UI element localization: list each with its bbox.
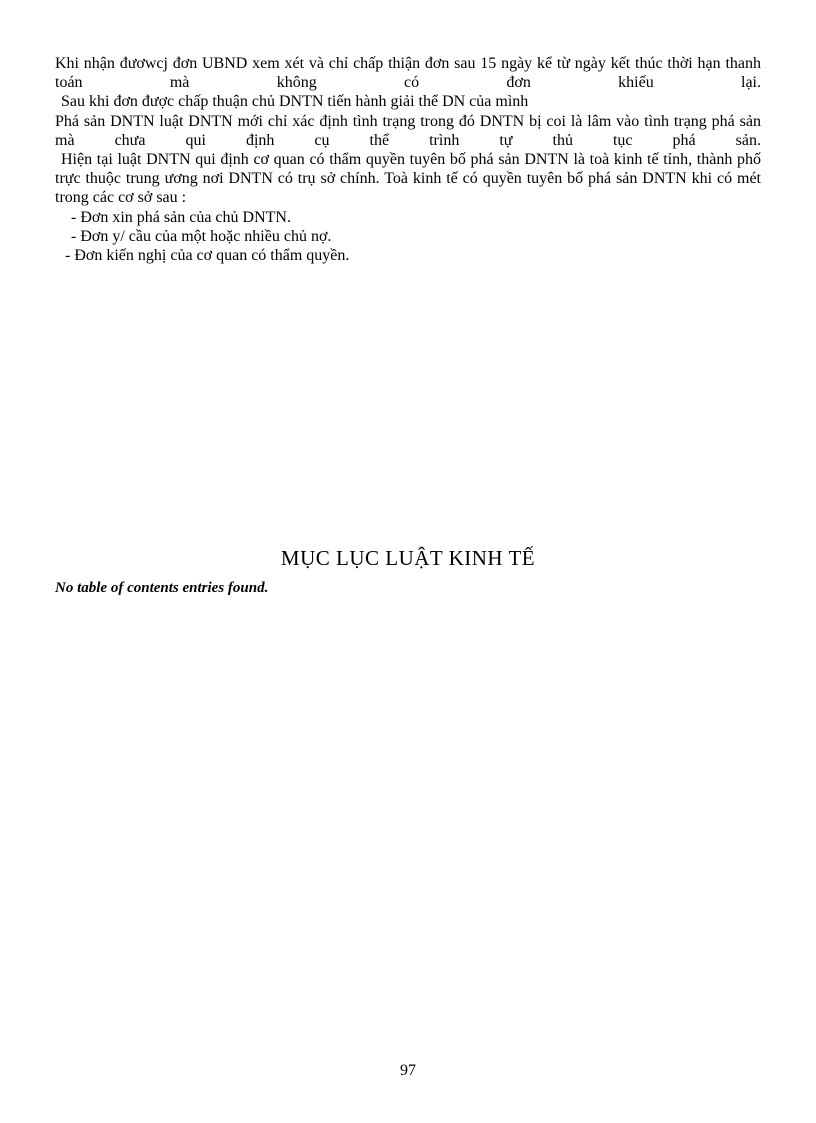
bankruptcy-grounds-list	[55, 208, 761, 266]
paragraph-court-authority: Hiện tại luật DNTN qui định cơ quan có thẩm quyền tuyên bố phá sản DNTN là toà kinh tế tỉnh, thành phố trực thuộc trung ương nơi DNTN có trụ sở chính. Toà kinh tế có quyền tuyên bố phá sản DNTN khi có mét trong các cơ sở sau :	[55, 151, 761, 207]
page-number: 97	[400, 1062, 416, 1079]
list-item: - Đơn kiến nghị của cơ quan có thẩm quyền.	[65, 247, 350, 265]
toc-title: MỤC LỤC LUẬT KINH TẾ	[280, 546, 536, 570]
paragraph-approval: Khi nhận đươwcj đơn UBND xem xét và chỉ chấp thiận đơn sau 15 ngày kể từ ngày kết thúc thời hạn thanh toán mà không có đơn khiếu lại.	[55, 55, 761, 92]
toc-empty-message: No table of contents entries found.	[55, 580, 269, 596]
list-item: - Đơn xin phá sản của chủ DNTN.	[71, 208, 291, 226]
paragraph-dissolution: Sau khi đơn được chấp thuận chủ DNTN tiến hành giải thể DN của mình	[61, 93, 529, 111]
body-text	[55, 54, 761, 265]
list-item: - Đơn y/ cầu của một hoặc nhiều chủ nợ.	[71, 227, 332, 245]
paragraph-bankruptcy: Phá sản DNTN luật DNTN mới chỉ xác định tình trạng trong đó DNTN bị coi là lâm vào tình trạng phá sản mà chưa qui định cụ thể trình tự thủ tục phá sản.	[55, 112, 761, 149]
